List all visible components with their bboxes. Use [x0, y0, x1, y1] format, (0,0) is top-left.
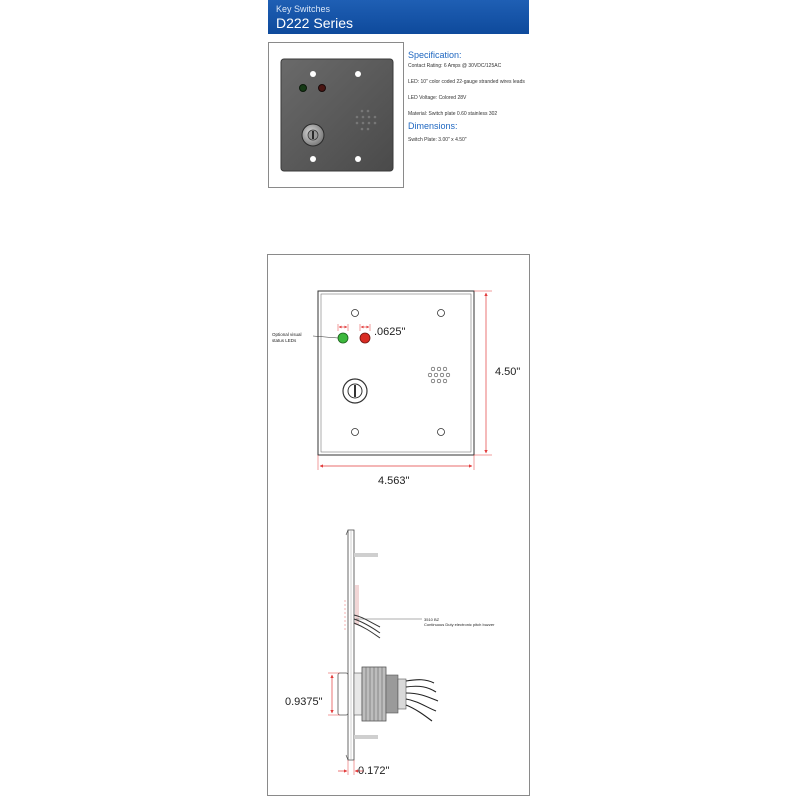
spec-line: Contact Rating: 6 Amps @ 30VDC/125AC [408, 63, 502, 69]
specification-heading: Specification: [408, 50, 462, 60]
side-view [338, 530, 438, 760]
header-banner [268, 0, 529, 34]
specifications [408, 50, 543, 153]
red-led-icon [319, 85, 326, 92]
screw-icon [355, 156, 361, 162]
red-led-icon [360, 333, 370, 343]
led-dimension: .0625" [374, 326, 406, 338]
height-dimension: 4.50" [495, 366, 521, 378]
spec-line: LED: 10" color coded 22-gauge stranded wires leads [408, 79, 525, 85]
led-label-line1: Optional visual [272, 332, 302, 337]
buzzer-label-line2: Continuous Duty electronic pitch buzzer [424, 622, 495, 627]
depth-dimension: 0.9375" [285, 696, 323, 708]
width-dimension: 4.563" [378, 475, 410, 487]
product-photo [268, 42, 404, 188]
product-photo-image [269, 43, 405, 189]
green-led-icon [300, 85, 307, 92]
category-label: Key Switches [276, 4, 331, 14]
screw-icon [355, 71, 361, 77]
technical-drawing [267, 254, 530, 796]
lock-wires-icon [406, 680, 438, 721]
buzzer-label-line1: 3510 BZ [424, 617, 440, 622]
front-view [318, 291, 474, 455]
led-label-line2: status LEDs [272, 338, 297, 343]
drawing-canvas [268, 255, 531, 797]
screw-icon [310, 156, 316, 162]
plate-thickness-dimension: 0.172" [358, 765, 390, 777]
spec-line: Material: Switch plate 0.60 stainless 302 [408, 111, 498, 117]
product-title: D222 Series [276, 15, 354, 31]
green-led-icon [338, 333, 348, 343]
spec-line: LED Voltage: Colored 28V [408, 95, 467, 101]
screw-icon [310, 71, 316, 77]
key-cap-icon [338, 673, 348, 715]
dimensions-heading: Dimensions: [408, 121, 458, 131]
dimension-line: Switch Plate: 3.00" x 4.50" [408, 137, 467, 143]
